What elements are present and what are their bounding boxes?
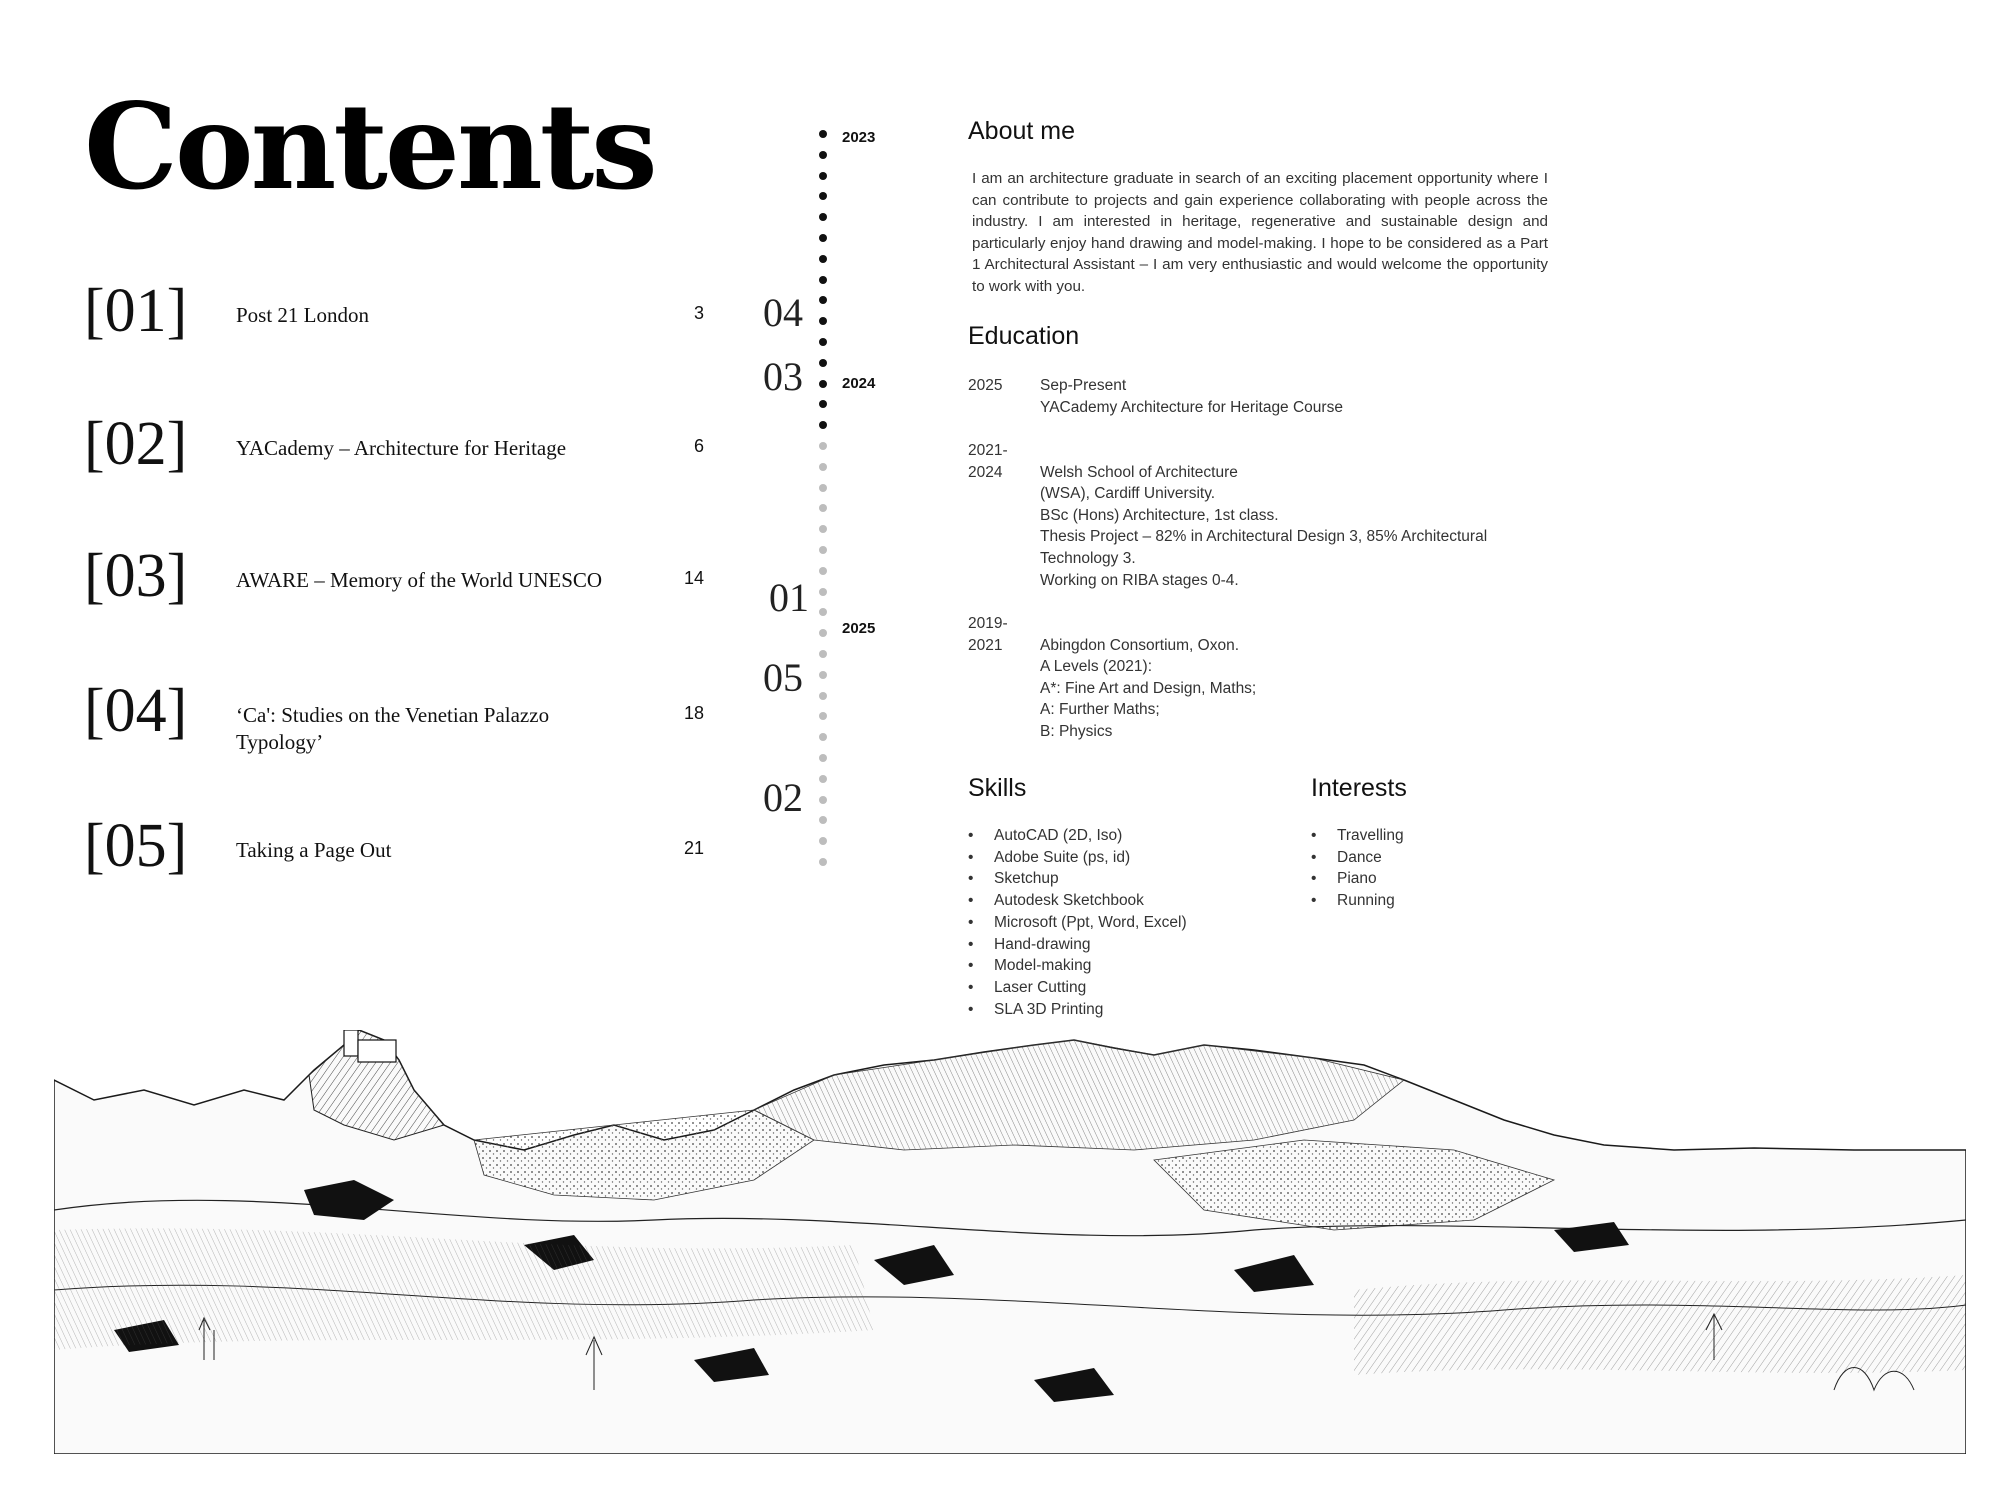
education-line: Sep-Present [1040, 377, 1127, 394]
interests-list [1311, 825, 1404, 912]
about-paragraph: I am an architecture graduate in search of an exciting placement opportunity where I can contribute to projects and gain experience collaborating with people across the industry. I am interested in heritage, regenerative and sustainable design and particularly enjoy hand drawing and model-making. I hope to be considered as a Part 1 Architectural Assistant – I am very enthusiastic and would welcome the opportunity to work with you. [972, 170, 1548, 295]
toc-entry[interactable] [84, 677, 704, 760]
education-year: 2019-2021 [968, 615, 1008, 654]
interests-heading: Interests [1311, 774, 1407, 802]
timeline-year-label: 2024 [842, 375, 876, 392]
toc-entry[interactable] [84, 410, 704, 493]
skill-item: • Hand-drawing [968, 934, 1187, 956]
skills-list [968, 825, 1187, 1020]
timeline-dot [819, 421, 827, 429]
skill-item: • SLA 3D Printing [968, 999, 1187, 1021]
education-line: Abingdon Consortium, Oxon. [1040, 636, 1240, 654]
timeline-project-marker: 01 [769, 575, 809, 620]
toc-page-number: 14 [683, 568, 704, 588]
interest-item: • Travelling [1311, 825, 1404, 847]
timeline-dot [819, 837, 827, 845]
education-line: A*: Fine Art and Design, Maths; [1040, 679, 1257, 697]
skill-item: • Autodesk Sketchbook [968, 890, 1187, 912]
timeline-dot [819, 234, 827, 242]
timeline-year-label: 2025 [842, 620, 876, 637]
interest-item: • Piano [1311, 868, 1404, 890]
timeline-dot [819, 296, 827, 304]
timeline-dot [819, 650, 827, 658]
skill-item: • Adobe Suite (ps, id) [968, 847, 1187, 869]
about-heading: About me [968, 117, 1076, 145]
education-line: Welsh School of Architecture [1040, 463, 1238, 481]
skill-item: • Sketchup [968, 868, 1187, 890]
timeline-project-marker: 02 [763, 775, 803, 820]
timeline-dot [819, 712, 827, 720]
interest-item: • Running [1311, 890, 1404, 912]
toc-number: [04] [84, 677, 188, 745]
timeline-dot [819, 151, 827, 159]
timeline-dot [819, 359, 827, 367]
timeline-dot [819, 276, 827, 284]
timeline-project-marker: 03 [763, 354, 803, 399]
education-line: YACademy Architecture for Heritage Course [1040, 398, 1343, 416]
toc-page-number: 21 [683, 838, 704, 858]
timeline-dot [819, 775, 827, 783]
timeline-dot [819, 192, 827, 200]
toc-entry[interactable] [84, 277, 704, 360]
timeline-dot [819, 754, 827, 762]
timeline-dot [819, 463, 827, 471]
timeline-dot [819, 442, 827, 450]
timeline-dot [819, 400, 827, 408]
education-line: BSc (Hons) Architecture, 1st class. [1040, 506, 1279, 524]
timeline-dot [819, 567, 827, 575]
timeline-dot [819, 608, 827, 616]
education-line: Technology 3. [1040, 549, 1136, 567]
education-line: A: Further Maths; [1040, 701, 1160, 719]
castle-wall [358, 1040, 396, 1062]
education-line: A Levels (2021): [1040, 658, 1153, 676]
toc-number: [02] [84, 410, 188, 478]
toc-entry[interactable] [84, 812, 704, 895]
castle-tower [344, 1030, 358, 1056]
timeline-dot [819, 525, 827, 533]
timeline-dot [819, 546, 827, 554]
timeline-dot [819, 588, 827, 596]
interest-item: • Dance [1311, 847, 1404, 869]
skill-item: • AutoCAD (2D, Iso) [968, 825, 1187, 847]
toc-title: Taking a Page Out [236, 838, 392, 862]
page-title: Contents [84, 77, 655, 216]
education-line: (WSA), Cardiff University. [1040, 485, 1216, 503]
skill-item: • Microsoft (Ppt, Word, Excel) [968, 912, 1187, 934]
toc-page-number: 6 [693, 436, 704, 456]
education-year: 2021-2024 [968, 442, 1008, 481]
education-line: B: Physics [1040, 722, 1113, 740]
toc-page-number: 18 [683, 703, 704, 723]
skills-heading: Skills [968, 774, 1027, 802]
skill-item: • Laser Cutting [968, 977, 1187, 999]
timeline-dot [819, 213, 827, 221]
timeline-dot [819, 796, 827, 804]
toc-number: [03] [84, 542, 188, 610]
toc-number: [01] [84, 277, 188, 345]
timeline-year-label: 2023 [842, 129, 876, 146]
toc-title: ‘Ca': Studies on the Venetian Palazzo Typology’ [236, 703, 550, 754]
skill-item: • Model-making [968, 955, 1187, 977]
timeline-dot [819, 504, 827, 512]
timeline-dot [819, 484, 827, 492]
toc-title: AWARE – Memory of the World UNESCO [236, 568, 603, 592]
landscape-illustration [54, 1030, 1966, 1454]
toc-page-number: 3 [693, 303, 704, 323]
education-heading: Education [968, 322, 1080, 350]
timeline-project-marker: 05 [763, 655, 803, 700]
timeline-dot [819, 130, 827, 138]
education-line: Working on RIBA stages 0-4. [1040, 571, 1239, 589]
timeline-dot [819, 629, 827, 637]
timeline-dot [819, 172, 827, 180]
timeline-dot [819, 816, 827, 824]
timeline-project-marker: 04 [763, 290, 803, 335]
toc-entry[interactable] [84, 542, 704, 625]
timeline-dot [819, 692, 827, 700]
education-year: 2025 [968, 377, 1003, 394]
timeline-dot [819, 671, 827, 679]
timeline-dot [819, 380, 827, 388]
timeline-dot [819, 338, 827, 346]
toc-number: [05] [84, 812, 188, 880]
timeline-dot [819, 733, 827, 741]
timeline-dot [819, 317, 827, 325]
toc-title: Post 21 London [236, 303, 370, 327]
education-line: Thesis Project – 82% in Architectural Design 3, 85% Architectural [1040, 528, 1488, 546]
timeline-dot [819, 255, 827, 263]
timeline-dot [819, 858, 827, 866]
toc-title: YACademy – Architecture for Heritage [236, 436, 567, 460]
